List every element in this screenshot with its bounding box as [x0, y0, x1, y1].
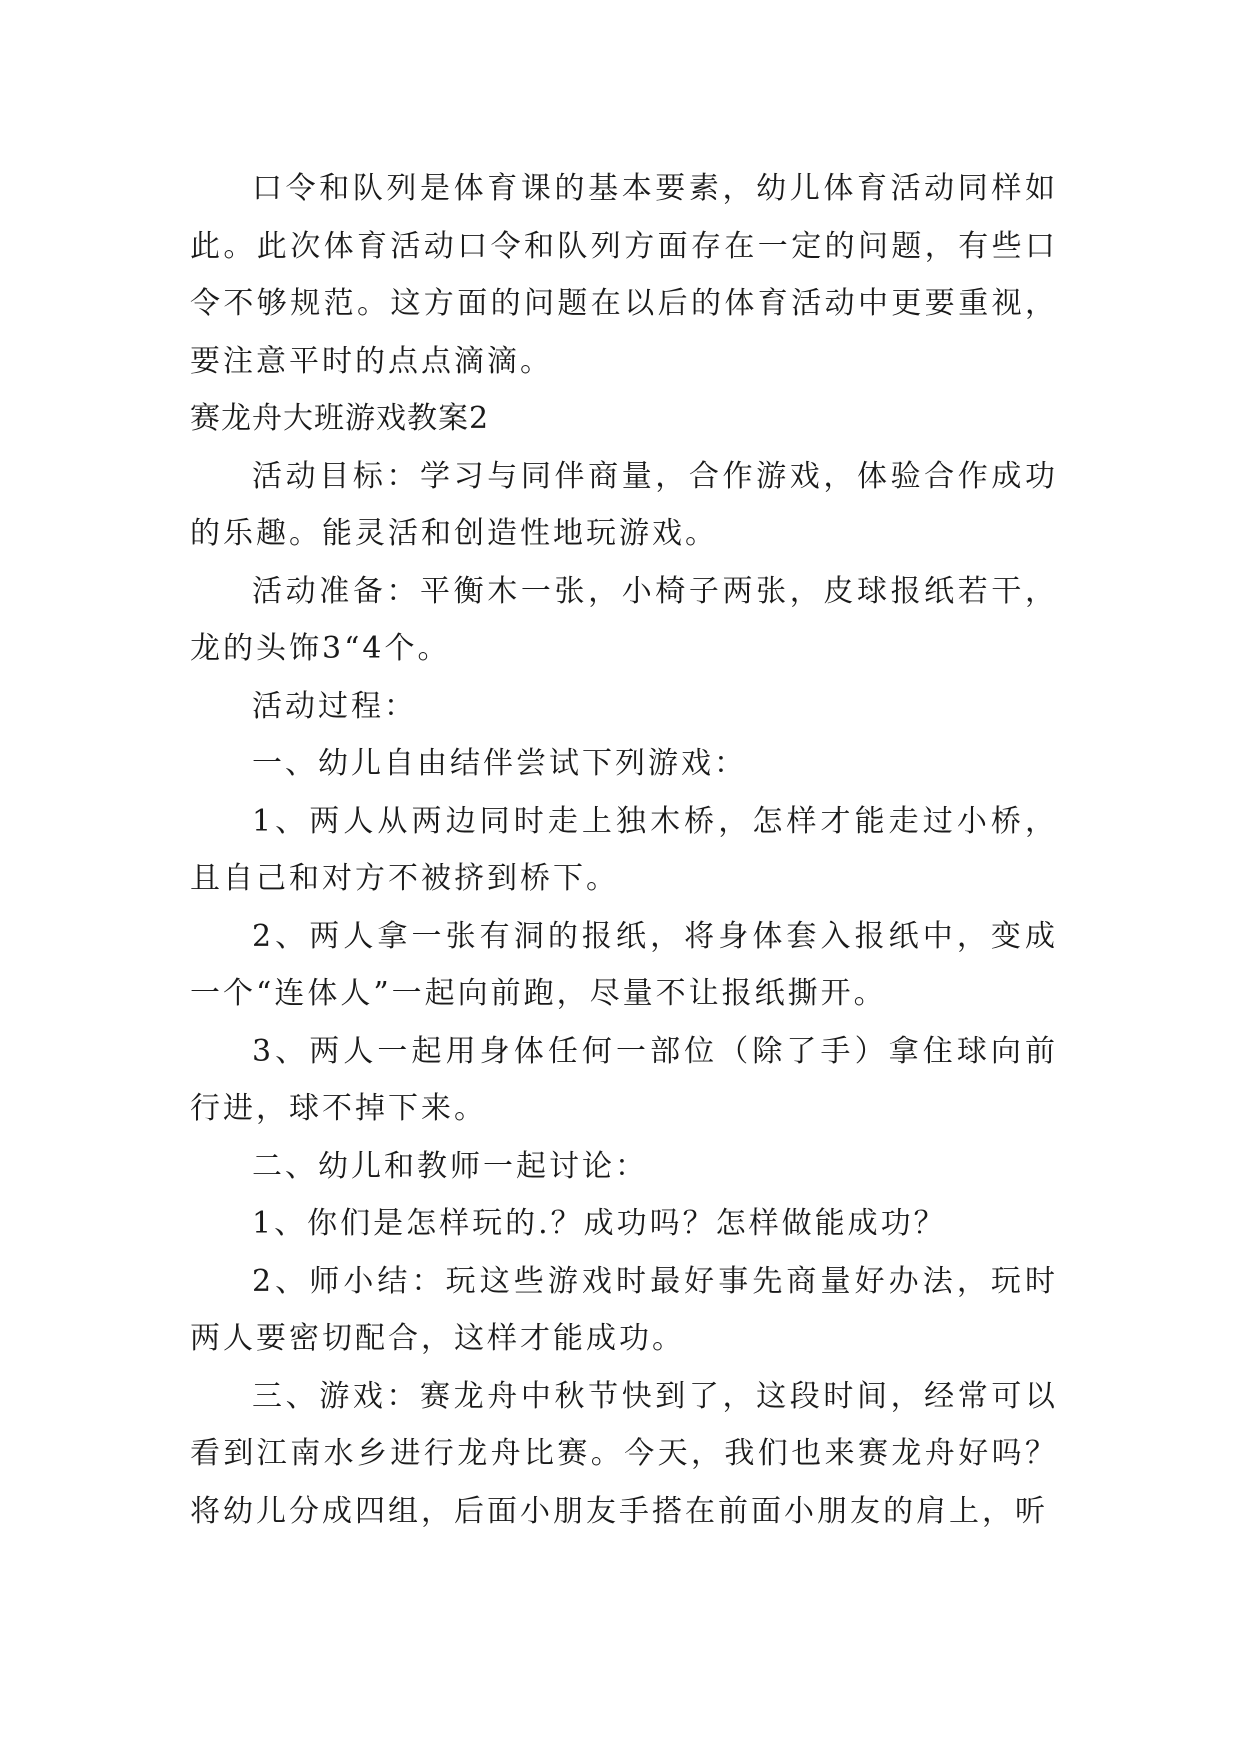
paragraph-step-one: 一、幼儿自由结伴尝试下列游戏： [252, 746, 747, 781]
paragraph-step-three: 三、游戏：赛龙舟中秋节快到了，这段时间，经常可以看到江南水乡进行龙舟比赛。今天，我们也来赛龙舟好吗？将幼儿分成四组，后面小朋友手搭在前面小朋友的肩上，听 [190, 1378, 1058, 1529]
paragraph-step-two-item-1: 1、你们是怎样玩的.？成功吗？怎样做能成功？ [252, 1206, 947, 1241]
paragraph-activity-preparation: 活动准备：平衡木一张，小椅子两张，皮球报纸若干，龙的头饰3“4个。 [190, 573, 1058, 666]
document-body [190, 160, 1058, 1540]
paragraph-reflection: 口令和队列是体育课的基本要素，幼儿体育活动同样如此。此次体育活动口令和队列方面存在一定的问题，有些口令不够规范。这方面的问题在以后的体育活动中更要重视，要注意平时的点点滴滴。 [190, 171, 1058, 379]
paragraph-activity-goal: 活动目标：学习与同伴商量，合作游戏，体验合作成功的乐趣。能灵活和创造性地玩游戏。 [190, 458, 1058, 551]
paragraph-step-one-item-1: 1、两人从两边同时走上独木桥，怎样才能走过小桥，且自己和对方不被挤到桥下。 [190, 803, 1058, 896]
paragraph-step-one-item-2: 2、两人拿一张有洞的报纸，将身体套入报纸中，变成一个“连体人”一起向前跑，尽量不让报纸撕开。 [190, 918, 1058, 1011]
paragraph-step-one-item-3: 3、两人一起用身体任何一部位（除了手）拿住球向前行进，球不掉下来。 [190, 1033, 1058, 1126]
paragraph-step-two-item-2: 2、师小结：玩这些游戏时最好事先商量好办法，玩时两人要密切配合，这样才能成功。 [190, 1263, 1058, 1356]
section-heading: 赛龙舟大班游戏教案2 [190, 401, 490, 436]
paragraph-step-two: 二、幼儿和教师一起讨论： [252, 1148, 648, 1184]
paragraph-activity-process: 活动过程： [252, 688, 417, 724]
